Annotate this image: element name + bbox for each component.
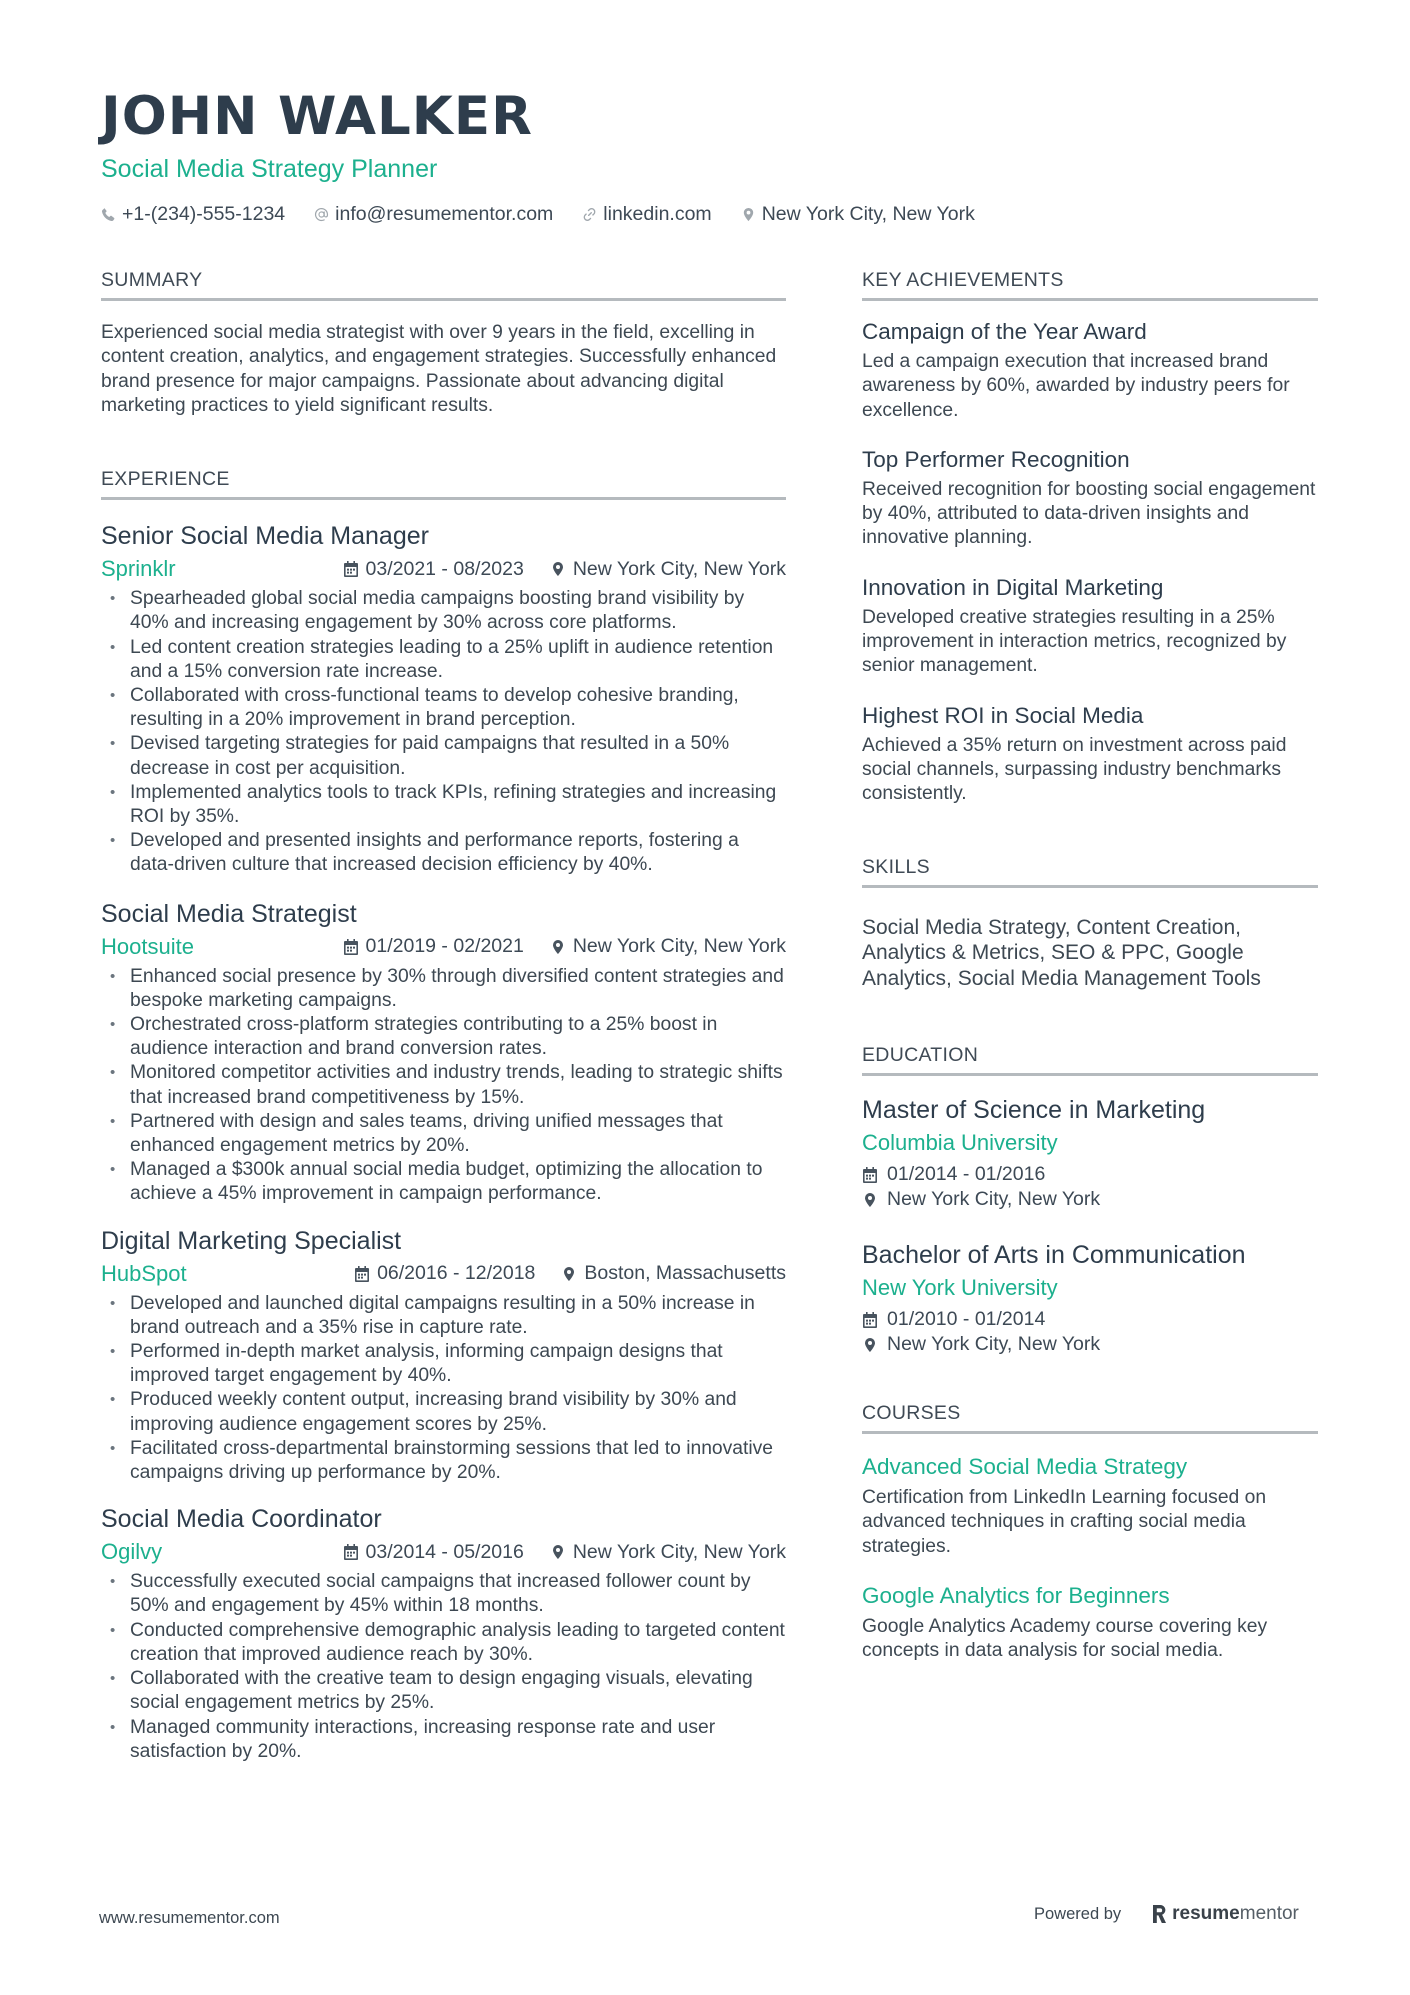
job-location bbox=[561, 1262, 786, 1285]
job-dates bbox=[354, 1262, 535, 1285]
course-title: Advanced Social Media Strategy bbox=[862, 1454, 1188, 1480]
job-bullet: • Implemented analytics tools to track KPIs, refining strategies and increasing ROI by 35%. bbox=[101, 781, 786, 829]
location-pin-icon bbox=[862, 1337, 878, 1353]
course-item bbox=[862, 1581, 1318, 1664]
education-degree: Bachelor of Arts in Communication bbox=[862, 1241, 1246, 1270]
company-name: Ogilvy bbox=[101, 1539, 163, 1565]
education-location-text: New York City, New York bbox=[887, 1333, 1101, 1356]
job-entry bbox=[101, 1503, 786, 1764]
job-bullets bbox=[101, 1292, 786, 1486]
job-location-text: Boston, Massachusetts bbox=[584, 1262, 786, 1285]
job-bullet: • Performed in-depth market analysis, informing campaign designs that improved target engagement by 40%. bbox=[101, 1340, 786, 1388]
experience-heading: EXPERIENCE bbox=[101, 467, 786, 500]
job-bullet: • Managed community interactions, increasing response rate and user satisfaction by 20%. bbox=[101, 1716, 786, 1764]
link-icon bbox=[582, 207, 597, 222]
contact-phone[interactable] bbox=[101, 203, 285, 226]
summary-text: Experienced social media strategist with over 9 years in the field, excelling in content creation, analytics, and engagement strategies. Successfully enhanced brand presence for major campaigns. Passionate about advancing digital marketing practices to yield significant results. bbox=[101, 322, 777, 416]
job-dates bbox=[343, 1541, 524, 1564]
job-location bbox=[550, 1541, 786, 1564]
job-meta-right bbox=[343, 558, 786, 581]
education-school: New York University bbox=[862, 1275, 1058, 1301]
linkedin-text: linkedin.com bbox=[603, 202, 712, 225]
achievement-title: Innovation in Digital Marketing bbox=[862, 574, 1164, 600]
resume-header bbox=[101, 86, 1321, 228]
location-pin-icon bbox=[550, 939, 566, 955]
job-title: Digital Marketing Specialist bbox=[101, 1226, 402, 1255]
job-bullet: • Devised targeting strategies for paid campaigns that resulted in a 50% decrease in cost per acquisition. bbox=[101, 732, 786, 780]
achievement-title: Highest ROI in Social Media bbox=[862, 702, 1144, 728]
job-entry bbox=[101, 1225, 786, 1486]
job-bullet: • Developed and presented insights and performance reports, fostering a data-driven culture that increased decision efficiency by 40%. bbox=[101, 829, 786, 877]
job-dates-text: 06/2016 - 12/2018 bbox=[377, 1262, 536, 1285]
job-bullet: • Conducted comprehensive demographic analysis leading to targeted content creation that improved audience reach by 30%. bbox=[101, 1619, 786, 1667]
calendar-icon bbox=[343, 939, 359, 955]
location-pin-icon bbox=[550, 1544, 566, 1560]
job-bullets bbox=[101, 1570, 786, 1764]
footer-brand bbox=[1034, 1903, 1299, 1925]
job-bullet: • Enhanced social presence by 30% through diversified content strategies and bespoke marketing campaigns. bbox=[101, 965, 786, 1013]
skills-heading: SKILLS bbox=[862, 855, 1318, 888]
job-dates-text: 03/2021 - 08/2023 bbox=[365, 557, 524, 580]
email-text: info@resumementor.com bbox=[335, 202, 554, 225]
job-meta bbox=[101, 1260, 786, 1288]
location-pin-icon bbox=[741, 207, 756, 222]
calendar-icon bbox=[354, 1266, 370, 1282]
job-title: Social Media Coordinator bbox=[101, 1505, 382, 1534]
job-dates bbox=[343, 935, 524, 958]
job-bullet: • Developed and launched digital campaigns resulting in a 50% increase in brand outreach and a 35% rise in capture rate. bbox=[101, 1292, 786, 1340]
calendar-icon bbox=[862, 1312, 878, 1328]
at-icon bbox=[314, 207, 329, 222]
location-pin-icon bbox=[550, 561, 566, 577]
job-entry bbox=[101, 898, 786, 1207]
job-bullet: • Spearheaded global social media campaigns boosting brand visibility by 40% and increasing engagement by 30% across core platforms. bbox=[101, 587, 786, 635]
job-bullet: • Successfully executed social campaigns that increased follower count by 50% and engagement by 45% within 18 months. bbox=[101, 1570, 786, 1618]
company-name: Sprinklr bbox=[101, 556, 176, 582]
education-heading: EDUCATION bbox=[862, 1043, 1318, 1076]
company-name: Hootsuite bbox=[101, 933, 194, 959]
left-column bbox=[101, 268, 786, 1764]
education-school: Columbia University bbox=[862, 1130, 1058, 1156]
calendar-icon bbox=[862, 1167, 878, 1183]
candidate-title: Social Media Strategy Planner bbox=[101, 155, 438, 183]
brand-name-bold: resume bbox=[1172, 1903, 1240, 1924]
job-bullet: • Led content creation strategies leading to a 25% uplift in audience retention and a 15% conversion rate increase. bbox=[101, 636, 786, 684]
achievement-desc: Developed creative strategies resulting in a 25% improvement in interaction metrics, recognized by senior management. bbox=[862, 606, 1287, 677]
job-location bbox=[550, 558, 786, 581]
calendar-icon bbox=[343, 1544, 359, 1560]
achievement-desc: Received recognition for boosting social engagement by 40%, attributed to data-driven insights and innovative planning. bbox=[862, 478, 1316, 549]
job-location-text: New York City, New York bbox=[572, 1540, 786, 1563]
job-meta-right bbox=[343, 1541, 786, 1564]
education-location-text: New York City, New York bbox=[887, 1188, 1101, 1211]
job-dates-text: 01/2019 - 02/2021 bbox=[365, 935, 524, 958]
contact-linkedin[interactable] bbox=[582, 203, 711, 226]
job-location-text: New York City, New York bbox=[572, 557, 786, 580]
skills-text: Social Media Strategy, Content Creation, Analytics & Metrics, SEO & PPC, Google Analytics, Social Media Management Tools bbox=[862, 915, 1261, 990]
contact-row bbox=[101, 200, 1321, 228]
brand-logo[interactable] bbox=[1151, 1903, 1299, 1925]
achievement-item bbox=[862, 445, 1318, 551]
right-column bbox=[862, 268, 1318, 1664]
education-item bbox=[862, 1094, 1318, 1212]
job-bullet: • Partnered with design and sales teams, driving unified messages that enhanced engagement metrics by 20%. bbox=[101, 1110, 786, 1158]
calendar-icon bbox=[343, 561, 359, 577]
job-entry bbox=[101, 520, 786, 877]
job-bullet: • Monitored competitor activities and industry trends, leading to strategic shifts that increased brand competitiveness by 15%. bbox=[101, 1061, 786, 1109]
course-desc: Certification from LinkedIn Learning focused on advanced techniques in crafting social media strategies. bbox=[862, 1487, 1267, 1557]
location-text: New York City, New York bbox=[761, 202, 975, 225]
courses-heading: COURSES bbox=[862, 1401, 1318, 1434]
job-title: Social Media Strategist bbox=[101, 899, 357, 928]
job-bullet: • Orchestrated cross-platform strategies contributing to a 25% boost in audience interaction and brand conversion rates. bbox=[101, 1013, 786, 1061]
job-dates bbox=[343, 558, 524, 581]
achievement-item bbox=[862, 573, 1318, 679]
location-pin-icon bbox=[561, 1266, 577, 1282]
job-bullet: • Produced weekly content output, increasing brand visibility by 30% and improving audience engagement scores by 25%. bbox=[101, 1388, 786, 1436]
education-dates-text: 01/2010 - 01/2014 bbox=[887, 1308, 1046, 1331]
job-bullet: • Facilitated cross-departmental brainstorming sessions that led to innovative campaigns driving up performance by 20%. bbox=[101, 1437, 786, 1485]
achievement-item bbox=[862, 701, 1318, 807]
achievements-heading: KEY ACHIEVEMENTS bbox=[862, 268, 1318, 301]
job-meta bbox=[101, 933, 786, 961]
job-meta-right bbox=[354, 1262, 786, 1285]
education-dates bbox=[862, 1162, 1318, 1187]
company-name: HubSpot bbox=[101, 1260, 187, 1286]
achievement-desc: Achieved a 35% return on investment across paid social channels, surpassing industry benchmarks consistently. bbox=[862, 734, 1287, 805]
job-meta bbox=[101, 1538, 786, 1566]
job-location bbox=[550, 935, 786, 958]
education-dates bbox=[862, 1307, 1318, 1332]
contact-location bbox=[741, 203, 975, 226]
powered-by-label: Powered by bbox=[1034, 1904, 1122, 1923]
course-item bbox=[862, 1452, 1318, 1559]
job-meta bbox=[101, 555, 786, 583]
candidate-name: JOHN WALKER bbox=[101, 86, 533, 147]
summary-heading: SUMMARY bbox=[101, 268, 786, 301]
education-degree: Master of Science in Marketing bbox=[862, 1096, 1206, 1125]
location-pin-icon bbox=[862, 1192, 878, 1208]
footer-website[interactable]: www.resumementor.com bbox=[99, 1909, 280, 1927]
education-location bbox=[862, 1187, 1318, 1212]
resumementor-logo-icon bbox=[1151, 1904, 1168, 1924]
job-bullet: • Managed a $300k annual social media budget, optimizing the allocation to achieve a 45% improvement in campaign performance. bbox=[101, 1158, 786, 1206]
job-meta-right bbox=[343, 935, 786, 958]
phone-icon bbox=[101, 207, 116, 222]
achievement-desc: Led a campaign execution that increased brand awareness by 60%, awarded by industry peers for excellence. bbox=[862, 351, 1290, 421]
course-desc: Google Analytics Academy course covering key concepts in data analysis for social media. bbox=[862, 1615, 1268, 1662]
achievement-title: Top Performer Recognition bbox=[862, 446, 1130, 472]
job-bullets bbox=[101, 587, 786, 877]
job-dates-text: 03/2014 - 05/2016 bbox=[365, 1540, 524, 1563]
job-location-text: New York City, New York bbox=[572, 935, 786, 958]
job-bullet: • Collaborated with cross-functional teams to develop cohesive branding, resulting in a 20% improvement in brand perception. bbox=[101, 684, 786, 732]
course-title: Google Analytics for Beginners bbox=[862, 1582, 1170, 1608]
job-title: Senior Social Media Manager bbox=[101, 522, 429, 551]
job-bullet: • Collaborated with the creative team to design engaging visuals, elevating social engagement metrics by 25%. bbox=[101, 1667, 786, 1715]
education-dates-text: 01/2014 - 01/2016 bbox=[887, 1163, 1046, 1186]
phone-text: +1-(234)-555-1234 bbox=[122, 202, 286, 225]
achievement-item bbox=[862, 317, 1318, 423]
achievement-title: Campaign of the Year Award bbox=[862, 319, 1147, 344]
contact-email[interactable] bbox=[314, 203, 553, 226]
job-bullets bbox=[101, 965, 786, 1207]
education-item bbox=[862, 1239, 1318, 1357]
education-location bbox=[862, 1332, 1318, 1357]
brand-name-light: mentor bbox=[1239, 1903, 1299, 1924]
